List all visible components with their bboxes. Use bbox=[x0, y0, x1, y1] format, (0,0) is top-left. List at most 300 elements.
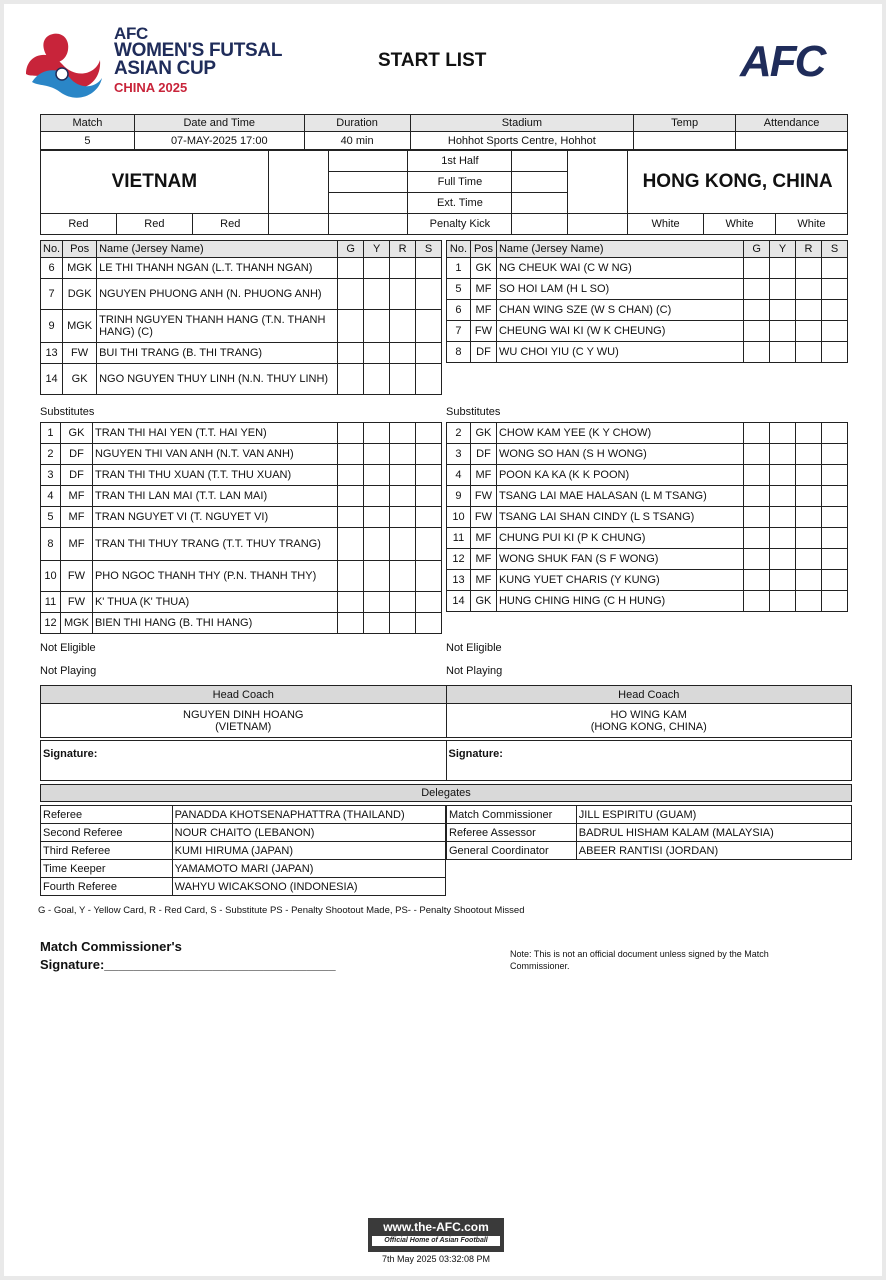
player-row bbox=[41, 507, 442, 528]
period-full-time: Full Time bbox=[408, 172, 512, 193]
player-row bbox=[41, 279, 442, 310]
player-name: TRAN NGUYET VI (T. NGUYET VI) bbox=[92, 507, 337, 528]
col-red: R bbox=[390, 241, 416, 258]
coaches-table bbox=[40, 685, 852, 738]
delegate-role: Match Commissioner bbox=[447, 806, 577, 824]
goal-cell bbox=[744, 258, 770, 279]
substitute-cell bbox=[416, 592, 442, 613]
start-list-page bbox=[4, 4, 882, 1276]
yellow-card-cell bbox=[770, 570, 796, 591]
substitute-cell bbox=[822, 423, 848, 444]
goal-cell bbox=[338, 444, 364, 465]
player-row bbox=[41, 444, 442, 465]
goal-cell bbox=[744, 549, 770, 570]
substitute-cell bbox=[416, 258, 442, 279]
goal-cell bbox=[744, 423, 770, 444]
player-position: MF bbox=[60, 507, 92, 528]
away-shorts-color: White bbox=[704, 214, 776, 235]
yellow-card-cell bbox=[364, 507, 390, 528]
yellow-card-cell bbox=[364, 486, 390, 507]
player-number: 3 bbox=[447, 444, 471, 465]
player-position: DF bbox=[470, 342, 496, 363]
delegate-name: WAHYU WICAKSONO (INDONESIA) bbox=[172, 878, 445, 896]
home-socks-color: Red bbox=[192, 214, 268, 235]
delegate-name: ABEER RANTISI (JORDAN) bbox=[576, 842, 851, 860]
player-row bbox=[447, 279, 848, 300]
player-row bbox=[447, 258, 848, 279]
delegate-row bbox=[41, 806, 446, 824]
period-penalty-kick: Penalty Kick bbox=[408, 214, 512, 235]
logo-line-afc: AFC bbox=[114, 24, 149, 43]
substitute-cell bbox=[822, 570, 848, 591]
home-not-eligible-label: Not Eligible bbox=[40, 642, 96, 654]
substitute-cell bbox=[822, 528, 848, 549]
player-row bbox=[41, 343, 442, 364]
player-position: MGK bbox=[63, 258, 97, 279]
home-team-name: VIETNAM bbox=[41, 151, 269, 214]
player-row bbox=[41, 592, 442, 613]
player-position: FW bbox=[470, 507, 496, 528]
goal-cell bbox=[744, 444, 770, 465]
delegates-right-table bbox=[446, 805, 852, 860]
goal-cell bbox=[744, 342, 770, 363]
home-subs-table bbox=[40, 422, 442, 634]
player-position: MGK bbox=[60, 613, 92, 634]
goal-cell bbox=[744, 591, 770, 612]
delegate-role: Fourth Referee bbox=[41, 878, 173, 896]
footer-badge bbox=[368, 1218, 504, 1252]
substitute-cell bbox=[822, 444, 848, 465]
player-name: K' THUA (K' THUA) bbox=[92, 592, 337, 613]
yellow-card-cell bbox=[364, 423, 390, 444]
player-name: PHO NGOC THANH THY (P.N. THANH THY) bbox=[92, 561, 337, 592]
substitute-cell bbox=[822, 465, 848, 486]
player-row bbox=[41, 528, 442, 561]
commissioner-signature[interactable] bbox=[40, 938, 336, 974]
red-card-cell bbox=[390, 486, 416, 507]
player-row bbox=[447, 342, 848, 363]
player-row bbox=[41, 613, 442, 634]
delegates-title: Delegates bbox=[41, 785, 852, 802]
red-card-cell bbox=[390, 465, 416, 486]
goal-cell bbox=[338, 364, 364, 395]
player-position: DF bbox=[60, 444, 92, 465]
substitute-cell bbox=[416, 364, 442, 395]
player-row bbox=[447, 444, 848, 465]
goal-cell bbox=[338, 465, 364, 486]
player-number: 7 bbox=[447, 321, 471, 342]
player-position: MF bbox=[470, 528, 496, 549]
away-not-playing-label: Not Playing bbox=[446, 665, 503, 677]
player-name: TSANG LAI MAE HALASAN (L M TSANG) bbox=[496, 486, 743, 507]
match-duration: 40 min bbox=[304, 132, 410, 150]
player-position: MF bbox=[60, 486, 92, 507]
player-row bbox=[447, 507, 848, 528]
substitute-cell bbox=[822, 342, 848, 363]
player-name: BIEN THI HANG (B. THI HANG) bbox=[92, 613, 337, 634]
player-position: FW bbox=[60, 561, 92, 592]
player-position: FW bbox=[470, 486, 496, 507]
player-number: 1 bbox=[447, 258, 471, 279]
tournament-logo bbox=[18, 26, 106, 104]
goal-cell bbox=[338, 279, 364, 310]
delegate-row bbox=[41, 842, 446, 860]
yellow-card-cell bbox=[364, 364, 390, 395]
col-no: No. bbox=[41, 241, 63, 258]
substitute-cell bbox=[416, 486, 442, 507]
delegate-row bbox=[447, 842, 852, 860]
player-name: SO HOI LAM (H L SO) bbox=[496, 279, 743, 300]
col-goal: G bbox=[338, 241, 364, 258]
temp-header: Temp bbox=[634, 115, 736, 132]
player-number: 8 bbox=[447, 342, 471, 363]
red-card-cell bbox=[796, 591, 822, 612]
delegate-row bbox=[41, 860, 446, 878]
player-number: 11 bbox=[41, 592, 61, 613]
goal-cell bbox=[338, 258, 364, 279]
player-position: MF bbox=[470, 465, 496, 486]
red-card-cell bbox=[390, 592, 416, 613]
red-card-cell bbox=[390, 444, 416, 465]
substitute-cell bbox=[416, 465, 442, 486]
afc-logo-text: AFC bbox=[740, 37, 825, 86]
delegate-row bbox=[41, 824, 446, 842]
red-card-cell bbox=[796, 486, 822, 507]
player-position: DF bbox=[60, 465, 92, 486]
home-coach-country: (VIETNAM) bbox=[215, 720, 272, 733]
substitute-cell bbox=[416, 561, 442, 592]
goal-cell bbox=[338, 561, 364, 592]
player-position: DGK bbox=[63, 279, 97, 310]
logo-line-asian-cup: ASIAN CUP bbox=[114, 58, 216, 79]
yellow-card-cell bbox=[364, 592, 390, 613]
yellow-card-cell bbox=[364, 528, 390, 561]
player-row bbox=[447, 591, 848, 612]
red-card-cell bbox=[796, 549, 822, 570]
match-stadium: Hohhot Sports Centre, Hohhot bbox=[410, 132, 634, 150]
yellow-card-cell bbox=[770, 591, 796, 612]
player-number: 7 bbox=[41, 279, 63, 310]
home-coach-name: NGUYEN DINH HOANG bbox=[183, 708, 304, 721]
red-card-cell bbox=[390, 613, 416, 634]
player-position: FW bbox=[60, 592, 92, 613]
delegate-row bbox=[447, 806, 852, 824]
delegate-role: Second Referee bbox=[41, 824, 173, 842]
player-name: CHAN WING SZE (W S CHAN) (C) bbox=[496, 300, 743, 321]
stadium-header: Stadium bbox=[410, 115, 634, 132]
goal-cell bbox=[744, 528, 770, 549]
player-number: 6 bbox=[447, 300, 471, 321]
player-name: NGO NGUYEN THUY LINH (N.N. THUY LINH) bbox=[97, 364, 338, 395]
player-number: 11 bbox=[447, 528, 471, 549]
player-name: CHOW KAM YEE (K Y CHOW) bbox=[496, 423, 743, 444]
substitute-cell bbox=[822, 321, 848, 342]
player-number: 8 bbox=[41, 528, 61, 561]
goal-cell bbox=[744, 465, 770, 486]
away-coach-signature[interactable]: Signature: bbox=[446, 741, 852, 781]
player-position: FW bbox=[470, 321, 496, 342]
away-not-eligible-label: Not Eligible bbox=[446, 642, 502, 654]
red-card-cell bbox=[390, 364, 416, 395]
goal-cell bbox=[338, 592, 364, 613]
substitute-cell bbox=[822, 279, 848, 300]
player-row bbox=[41, 465, 442, 486]
away-coach-header: Head Coach bbox=[446, 686, 852, 704]
delegate-name: NOUR CHAITO (LEBANON) bbox=[172, 824, 445, 842]
substitute-cell bbox=[822, 507, 848, 528]
goal-cell bbox=[744, 507, 770, 528]
yellow-card-cell bbox=[770, 321, 796, 342]
player-name: WU CHOI YIU (C Y WU) bbox=[496, 342, 743, 363]
player-name: BUI THI TRANG (B. THI TRANG) bbox=[97, 343, 338, 364]
match-number: 5 bbox=[41, 132, 135, 150]
delegate-name: JILL ESPIRITU (GUAM) bbox=[576, 806, 851, 824]
col-name: Name (Jersey Name) bbox=[97, 241, 338, 258]
away-coach-name: HO WING KAM bbox=[610, 708, 687, 721]
substitute-cell bbox=[822, 486, 848, 507]
page-title: START LIST bbox=[378, 50, 487, 71]
away-team-name: HONG KONG, CHINA bbox=[628, 151, 848, 214]
player-row bbox=[447, 486, 848, 507]
player-number: 12 bbox=[41, 613, 61, 634]
player-position: GK bbox=[470, 423, 496, 444]
match-temp bbox=[634, 132, 736, 150]
player-position: MF bbox=[470, 549, 496, 570]
col-pos: Pos bbox=[470, 241, 496, 258]
red-card-cell bbox=[796, 258, 822, 279]
duration-header: Duration bbox=[304, 115, 410, 132]
player-name: NG CHEUK WAI (C W NG) bbox=[496, 258, 743, 279]
goal-cell bbox=[744, 486, 770, 507]
red-card-cell bbox=[796, 300, 822, 321]
delegate-role: General Coordinator bbox=[447, 842, 577, 860]
yellow-card-cell bbox=[770, 279, 796, 300]
player-position: GK bbox=[60, 423, 92, 444]
red-card-cell bbox=[796, 465, 822, 486]
home-coach-signature[interactable]: Signature: bbox=[41, 741, 447, 781]
yellow-card-cell bbox=[364, 258, 390, 279]
substitute-cell bbox=[822, 549, 848, 570]
player-row bbox=[41, 561, 442, 592]
player-number: 14 bbox=[41, 364, 63, 395]
yellow-card-cell bbox=[364, 613, 390, 634]
player-number: 2 bbox=[41, 444, 61, 465]
goal-cell bbox=[338, 310, 364, 343]
player-name: CHEUNG WAI KI (W K CHEUNG) bbox=[496, 321, 743, 342]
yellow-card-cell bbox=[770, 528, 796, 549]
match-info-table bbox=[40, 114, 848, 150]
red-card-cell bbox=[796, 444, 822, 465]
red-card-cell bbox=[390, 279, 416, 310]
yellow-card-cell bbox=[364, 343, 390, 364]
player-name: WONG SHUK FAN (S F WONG) bbox=[496, 549, 743, 570]
yellow-card-cell bbox=[770, 507, 796, 528]
substitute-cell bbox=[822, 300, 848, 321]
player-name: HUNG CHING HING (C H HUNG) bbox=[496, 591, 743, 612]
match-date-time: 07-MAY-2025 17:00 bbox=[134, 132, 304, 150]
player-row bbox=[41, 486, 442, 507]
player-name: NGUYEN PHUONG ANH (N. PHUONG ANH) bbox=[97, 279, 338, 310]
footer-url: www.the-AFC.com bbox=[383, 1220, 489, 1234]
yellow-card-cell bbox=[364, 310, 390, 343]
player-name: TRINH NGUYEN THANH HANG (T.N. THANH HANG) (C) bbox=[97, 310, 338, 343]
substitute-cell bbox=[822, 591, 848, 612]
match-attendance bbox=[736, 132, 848, 150]
official-document-note: Note: This is not an official document unless signed by the Match Commissioner. bbox=[510, 949, 769, 971]
match-header: Match bbox=[41, 115, 135, 132]
delegate-name: KUMI HIRUMA (JAPAN) bbox=[172, 842, 445, 860]
col-sub: S bbox=[822, 241, 848, 258]
player-position: MF bbox=[60, 528, 92, 561]
red-card-cell bbox=[796, 423, 822, 444]
player-position: MF bbox=[470, 570, 496, 591]
goal-cell bbox=[338, 613, 364, 634]
tournament-emblem-icon bbox=[18, 26, 106, 104]
player-row bbox=[41, 364, 442, 395]
player-number: 5 bbox=[41, 507, 61, 528]
player-number: 14 bbox=[447, 591, 471, 612]
delegate-role: Referee Assessor bbox=[447, 824, 577, 842]
footer-tagline: Official Home of Asian Football bbox=[372, 1236, 500, 1246]
substitute-cell bbox=[822, 258, 848, 279]
goal-cell bbox=[744, 300, 770, 321]
red-card-cell bbox=[390, 343, 416, 364]
col-sub: S bbox=[416, 241, 442, 258]
player-name: WONG SO HAN (S H WONG) bbox=[496, 444, 743, 465]
player-name: TRAN THI LAN MAI (T.T. LAN MAI) bbox=[92, 486, 337, 507]
yellow-card-cell bbox=[770, 444, 796, 465]
delegate-role: Referee bbox=[41, 806, 173, 824]
goal-cell bbox=[744, 570, 770, 591]
red-card-cell bbox=[796, 507, 822, 528]
home-shorts-color: Red bbox=[116, 214, 192, 235]
substitute-cell bbox=[416, 423, 442, 444]
delegate-row bbox=[41, 878, 446, 896]
commissioner-signature-label: Match Commissioner's bbox=[40, 939, 182, 954]
yellow-card-cell bbox=[770, 465, 796, 486]
yellow-card-cell bbox=[770, 258, 796, 279]
away-socks-color: White bbox=[775, 214, 847, 235]
substitute-cell bbox=[416, 343, 442, 364]
player-number: 3 bbox=[41, 465, 61, 486]
player-name: LE THI THANH NGAN (L.T. THANH NGAN) bbox=[97, 258, 338, 279]
player-row bbox=[447, 321, 848, 342]
away-substitutes-label: Substitutes bbox=[446, 406, 501, 418]
yellow-card-cell bbox=[770, 342, 796, 363]
substitute-cell bbox=[416, 310, 442, 343]
red-card-cell bbox=[390, 507, 416, 528]
home-starters-table bbox=[40, 240, 442, 395]
goal-cell bbox=[338, 486, 364, 507]
delegate-row bbox=[447, 824, 852, 842]
goal-cell bbox=[338, 528, 364, 561]
delegate-role: Time Keeper bbox=[41, 860, 173, 878]
logo-line-host: CHINA 2025 bbox=[114, 80, 188, 95]
player-position: FW bbox=[63, 343, 97, 364]
substitute-cell bbox=[416, 613, 442, 634]
home-coach-cell bbox=[41, 704, 447, 738]
player-number: 10 bbox=[41, 561, 61, 592]
player-number: 9 bbox=[41, 310, 63, 343]
col-red: R bbox=[796, 241, 822, 258]
player-row bbox=[447, 570, 848, 591]
commissioner-signature-line: Signature:________________________________ bbox=[40, 957, 336, 972]
red-card-cell bbox=[796, 570, 822, 591]
player-number: 9 bbox=[447, 486, 471, 507]
player-row bbox=[41, 310, 442, 343]
delegate-role: Third Referee bbox=[41, 842, 173, 860]
red-card-cell bbox=[390, 528, 416, 561]
attendance-header: Attendance bbox=[736, 115, 848, 132]
player-row bbox=[447, 528, 848, 549]
goal-cell bbox=[338, 423, 364, 444]
col-yellow: Y bbox=[770, 241, 796, 258]
yellow-card-cell bbox=[364, 444, 390, 465]
player-number: 1 bbox=[41, 423, 61, 444]
delegates-header-table bbox=[40, 784, 852, 802]
away-starters-table bbox=[446, 240, 848, 363]
legend-text: G - Goal, Y - Yellow Card, R - Red Card, S - Substitute PS - Penalty Shootout Made, PS- - Penalty Shootout Missed bbox=[38, 905, 525, 916]
player-name: TRAN THI THUY TRANG (T.T. THUY TRANG) bbox=[92, 528, 337, 561]
player-row bbox=[447, 465, 848, 486]
red-card-cell bbox=[796, 528, 822, 549]
player-name: NGUYEN THI VAN ANH (N.T. VAN ANH) bbox=[92, 444, 337, 465]
col-no: No. bbox=[447, 241, 471, 258]
col-pos: Pos bbox=[63, 241, 97, 258]
red-card-cell bbox=[390, 310, 416, 343]
player-row bbox=[41, 258, 442, 279]
home-shirt-color: Red bbox=[41, 214, 117, 235]
afc-logo bbox=[740, 38, 824, 86]
red-card-cell bbox=[796, 321, 822, 342]
player-row bbox=[447, 300, 848, 321]
footer-timestamp: 7th May 2025 03:32:08 PM bbox=[381, 1254, 491, 1264]
substitute-cell bbox=[416, 279, 442, 310]
period-1st-half: 1st Half bbox=[408, 151, 512, 172]
away-coach-country: (HONG KONG, CHINA) bbox=[590, 720, 707, 733]
away-shirt-color: White bbox=[628, 214, 704, 235]
date-time-header: Date and Time bbox=[134, 115, 304, 132]
player-name: KUNG YUET CHARIS (Y KUNG) bbox=[496, 570, 743, 591]
period-ext-time: Ext. Time bbox=[408, 193, 512, 214]
delegate-name: BADRUL HISHAM KALAM (MALAYSIA) bbox=[576, 824, 851, 842]
goal-cell bbox=[338, 343, 364, 364]
red-card-cell bbox=[390, 423, 416, 444]
player-position: MF bbox=[470, 279, 496, 300]
player-name: TRAN THI HAI YEN (T.T. HAI YEN) bbox=[92, 423, 337, 444]
player-number: 4 bbox=[447, 465, 471, 486]
player-number: 10 bbox=[447, 507, 471, 528]
yellow-card-cell bbox=[364, 279, 390, 310]
player-row bbox=[41, 423, 442, 444]
player-position: GK bbox=[470, 258, 496, 279]
substitute-cell bbox=[416, 528, 442, 561]
yellow-card-cell bbox=[770, 423, 796, 444]
teams-score-table bbox=[40, 150, 848, 235]
player-position: DF bbox=[470, 444, 496, 465]
player-number: 6 bbox=[41, 258, 63, 279]
player-position: MF bbox=[470, 300, 496, 321]
yellow-card-cell bbox=[364, 465, 390, 486]
delegates-left-table bbox=[40, 805, 446, 896]
player-position: GK bbox=[63, 364, 97, 395]
delegate-name: PANADDA KHOTSENAPHATTRA (THAILAND) bbox=[172, 806, 445, 824]
player-number: 12 bbox=[447, 549, 471, 570]
goal-cell bbox=[744, 279, 770, 300]
delegate-name: YAMAMOTO MARI (JAPAN) bbox=[172, 860, 445, 878]
red-card-cell bbox=[390, 258, 416, 279]
player-number: 2 bbox=[447, 423, 471, 444]
